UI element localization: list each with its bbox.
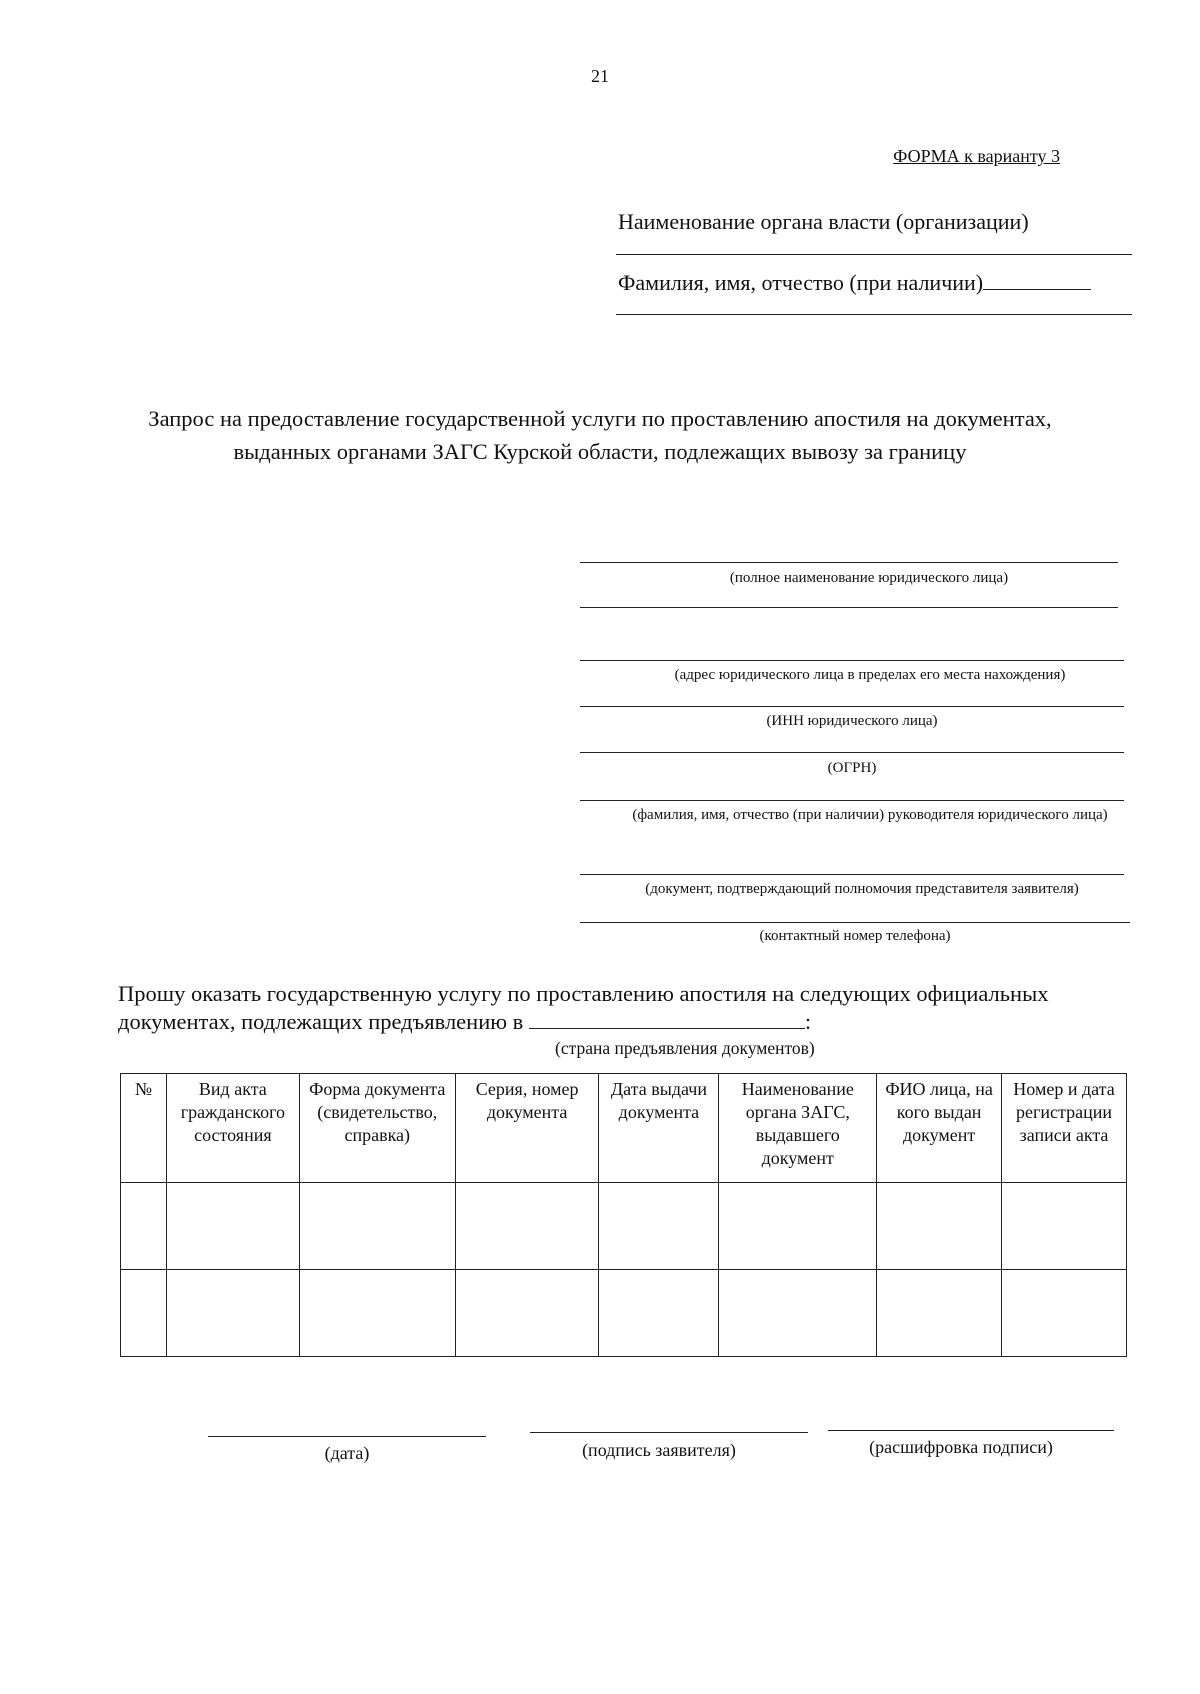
authority-document-line[interactable]: [580, 874, 1124, 875]
country-blank[interactable]: [529, 1008, 805, 1029]
legal-address-line[interactable]: [580, 660, 1124, 661]
phone-caption: (контактный номер телефона): [759, 928, 951, 944]
addressee-name-blank[interactable]: [983, 289, 1091, 290]
country-caption: (страна предъявления документов): [555, 1038, 815, 1058]
title-line-1: Запрос на предоставление государственной услуги по проставлению апостиля на документах,: [148, 406, 1052, 431]
date-line[interactable]: [208, 1436, 486, 1437]
column-header-series-number: Серия, номер документа: [455, 1074, 599, 1183]
transcript-line[interactable]: [828, 1430, 1114, 1431]
authority-line[interactable]: [616, 254, 1132, 255]
table-cell[interactable]: [455, 1270, 599, 1357]
table-row: [121, 1183, 1127, 1270]
director-name-line[interactable]: [580, 800, 1124, 801]
table-cell[interactable]: [877, 1183, 1002, 1270]
addressee-name-label: Фамилия, имя, отчество (при наличии): [618, 270, 984, 295]
ogrn-caption: (ОГРН): [827, 760, 877, 776]
documents-table: [120, 1073, 1127, 1357]
request-line-1: Прошу оказать государственную услугу по проставлению апостиля на следующих официальных: [118, 981, 1049, 1006]
column-header-issue-date: Дата выдачи документа: [599, 1074, 719, 1183]
ogrn-line[interactable]: [580, 752, 1124, 753]
inn-line[interactable]: [580, 706, 1124, 707]
request-text: [118, 980, 1138, 1036]
transcript-caption: (расшифровка подписи): [869, 1437, 1053, 1457]
legal-name-line-2[interactable]: [580, 607, 1118, 608]
table-cell[interactable]: [1002, 1183, 1127, 1270]
table-cell[interactable]: [166, 1183, 299, 1270]
table-cell[interactable]: [719, 1183, 877, 1270]
table-cell[interactable]: [1002, 1270, 1127, 1357]
table-header-row: [121, 1074, 1127, 1183]
table-cell[interactable]: [599, 1270, 719, 1357]
inn-caption: (ИНН юридического лица): [766, 713, 938, 729]
column-header-document-form: Форма документа (свидетельство, справка): [299, 1074, 455, 1183]
form-reference: ФОРМА к варианту 3: [893, 146, 1060, 166]
legal-address-caption: (адрес юридического лица в пределах его места нахождения): [674, 667, 1066, 683]
document-title: [120, 402, 1080, 468]
table-cell[interactable]: [599, 1183, 719, 1270]
column-header-person-name: ФИО лица, на кого выдан документ: [877, 1074, 1002, 1183]
addressee-name-line[interactable]: [616, 314, 1132, 315]
table-cell[interactable]: [455, 1183, 599, 1270]
table-cell[interactable]: [299, 1183, 455, 1270]
legal-name-line[interactable]: [580, 562, 1118, 563]
authority-label: Наименование органа власти (организации): [618, 209, 1029, 234]
request-line-2-row: [118, 1008, 1138, 1036]
request-line-2: документах, подлежащих предъявлению в: [118, 1009, 524, 1034]
column-header-number: №: [121, 1074, 167, 1183]
authority-document-caption: (документ, подтверждающий полномочия представителя заявителя): [645, 881, 1079, 897]
column-header-act-type: Вид акта гражданского состояния: [166, 1074, 299, 1183]
table-cell[interactable]: [121, 1270, 167, 1357]
director-name-caption: (фамилия, имя, отчество (при наличии) руководителя юридического лица): [632, 807, 1108, 823]
table-cell[interactable]: [166, 1270, 299, 1357]
date-caption: (дата): [324, 1443, 370, 1463]
legal-name-caption: (полное наименование юридического лица): [729, 570, 1009, 586]
addressee-name-row: [618, 270, 1091, 296]
title-line-2: выданных органами ЗАГС Курской области, подлежащих вывозу за границу: [233, 439, 967, 464]
table-row: [121, 1270, 1127, 1357]
page-number: 21: [591, 66, 609, 86]
table-cell[interactable]: [299, 1270, 455, 1357]
column-header-record-number-date: Номер и дата регистрации записи акта: [1002, 1074, 1127, 1183]
phone-line[interactable]: [580, 922, 1130, 923]
signature-caption: (подпись заявителя): [582, 1440, 736, 1460]
table-cell[interactable]: [719, 1270, 877, 1357]
request-colon: :: [804, 1009, 812, 1034]
signature-line[interactable]: [530, 1432, 808, 1433]
table-cell[interactable]: [877, 1270, 1002, 1357]
table-cell[interactable]: [121, 1183, 167, 1270]
column-header-zags-name: Наименование органа ЗАГС, выдавшего документ: [719, 1074, 877, 1183]
